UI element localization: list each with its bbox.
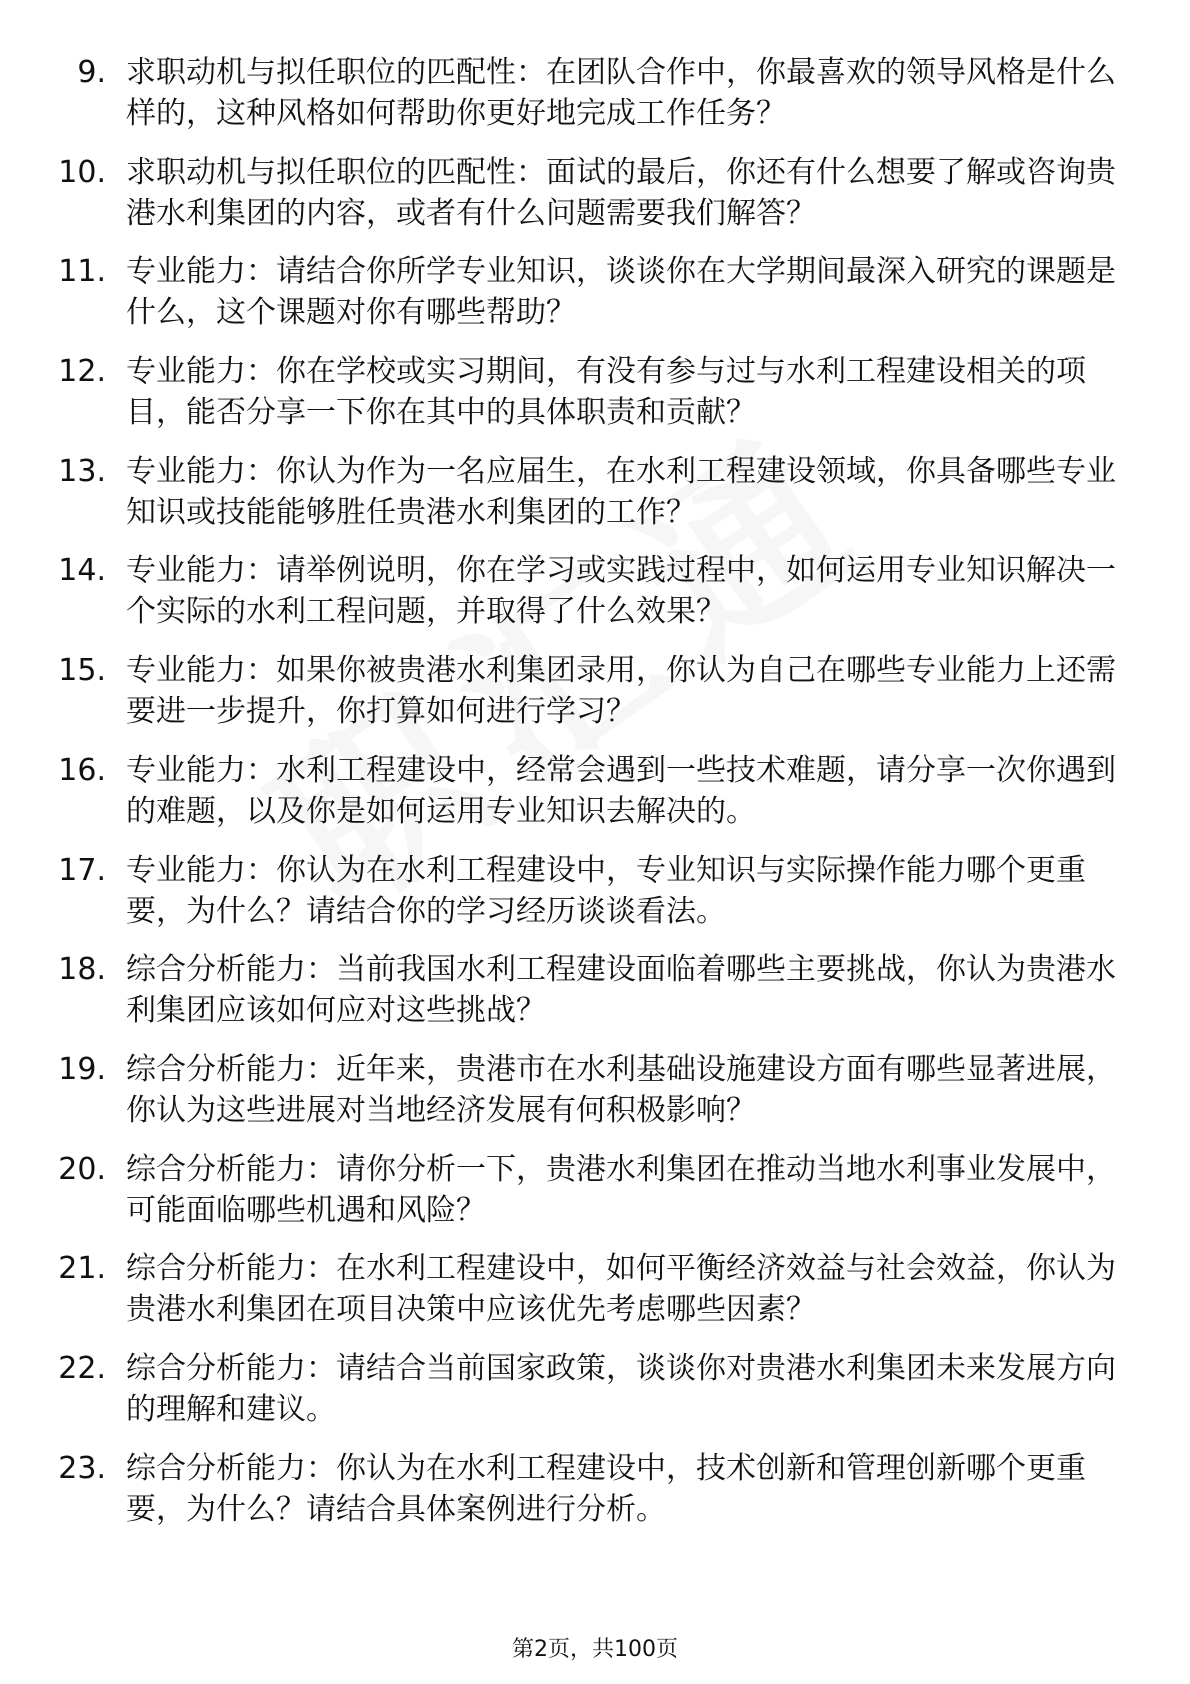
question-text: 专业能力：你在学校或实习期间，有没有参与过与水利工程建设相关的项目，能否分享一下你在其中的具体职责和贡献？ (126, 354, 1086, 431)
question-item (0, 949, 1190, 1049)
question-number: 13. (58, 453, 106, 489)
question-number: 18. (58, 952, 106, 988)
question-number: 16. (58, 752, 106, 788)
question-item (0, 650, 1190, 750)
question-number: 17. (58, 852, 106, 888)
question-item (0, 750, 1190, 850)
question-item (0, 451, 1190, 551)
question-item (0, 251, 1190, 351)
question-text: 综合分析能力：近年来，贵港市在水利基础设施建设方面有哪些显著进展，你认为这些进展对当地经济发展有何积极影响？ (126, 1051, 1116, 1128)
question-number: 15. (58, 653, 106, 689)
question-item (0, 850, 1190, 950)
question-text: 专业能力：水利工程建设中，经常会遇到一些技术难题，请分享一次你遇到的难题，以及你是如何运用专业知识去解决的。 (126, 752, 1116, 829)
question-number: 11. (58, 254, 106, 290)
question-text: 综合分析能力：当前我国水利工程建设面临着哪些主要挑战，你认为贵港水利集团应该如何应对这些挑战？ (126, 952, 1116, 1029)
question-text: 专业能力：请结合你所学专业知识，谈谈你在大学期间最深入研究的课题是什么，这个课题对你有哪些帮助？ (126, 254, 1116, 331)
question-item (0, 1348, 1190, 1448)
question-item (0, 550, 1190, 650)
question-text: 专业能力：请举例说明，你在学习或实践过程中，如何运用专业知识解决一个实际的水利工程问题，并取得了什么效果？ (126, 553, 1116, 630)
question-number: 10. (58, 154, 106, 190)
question-text: 综合分析能力：请结合当前国家政策，谈谈你对贵港水利集团未来发展方向的理解和建议。 (126, 1350, 1116, 1427)
question-item (0, 351, 1190, 451)
question-item (0, 1049, 1190, 1149)
question-number: 19. (58, 1051, 106, 1087)
question-item (0, 52, 1190, 152)
question-number: 20. (58, 1151, 106, 1187)
question-item (0, 1248, 1190, 1348)
question-text: 专业能力：如果你被贵港水利集团录用，你认为自己在哪些专业能力上还需要进一步提升，你打算如何进行学习？ (126, 653, 1116, 730)
question-text: 综合分析能力：请你分析一下，贵港水利集团在推动当地水利事业发展中，可能面临哪些机遇和风险？ (126, 1151, 1116, 1228)
question-text: 专业能力：你认为作为一名应届生，在水利工程建设领域，你具备哪些专业知识或技能能够胜任贵港水利集团的工作？ (126, 453, 1116, 530)
question-number: 23. (58, 1450, 106, 1486)
question-number: 21. (58, 1251, 106, 1287)
question-text: 综合分析能力：在水利工程建设中，如何平衡经济效益与社会效益，你认为贵港水利集团在项目决策中应该优先考虑哪些因素？ (126, 1251, 1116, 1328)
question-item (0, 1149, 1190, 1249)
question-number: 9. (77, 55, 106, 90)
question-number: 22. (58, 1350, 106, 1386)
question-text: 专业能力：你认为在水利工程建设中，专业知识与实际操作能力哪个更重要，为什么？请结合你的学习经历谈谈看法。 (126, 852, 1086, 929)
question-text: 求职动机与拟任职位的匹配性：在团队合作中，你最喜欢的领导风格是什么样的，这种风格如何帮助你更好地完成工作任务？ (126, 55, 1116, 131)
question-text: 综合分析能力：你认为在水利工程建设中，技术创新和管理创新哪个更重要，为什么？请结合具体案例进行分析。 (126, 1450, 1086, 1527)
question-item (0, 152, 1190, 252)
question-number: 12. (58, 354, 106, 390)
question-number: 14. (58, 553, 106, 589)
question-text: 求职动机与拟任职位的匹配性：面试的最后，你还有什么想要了解或咨询贵港水利集团的内容，或者有什么问题需要我们解答？ (126, 154, 1116, 231)
page-footer: 第2页，共100页 (512, 1637, 678, 1662)
question-list (0, 52, 1190, 1547)
question-item (0, 1448, 1190, 1548)
